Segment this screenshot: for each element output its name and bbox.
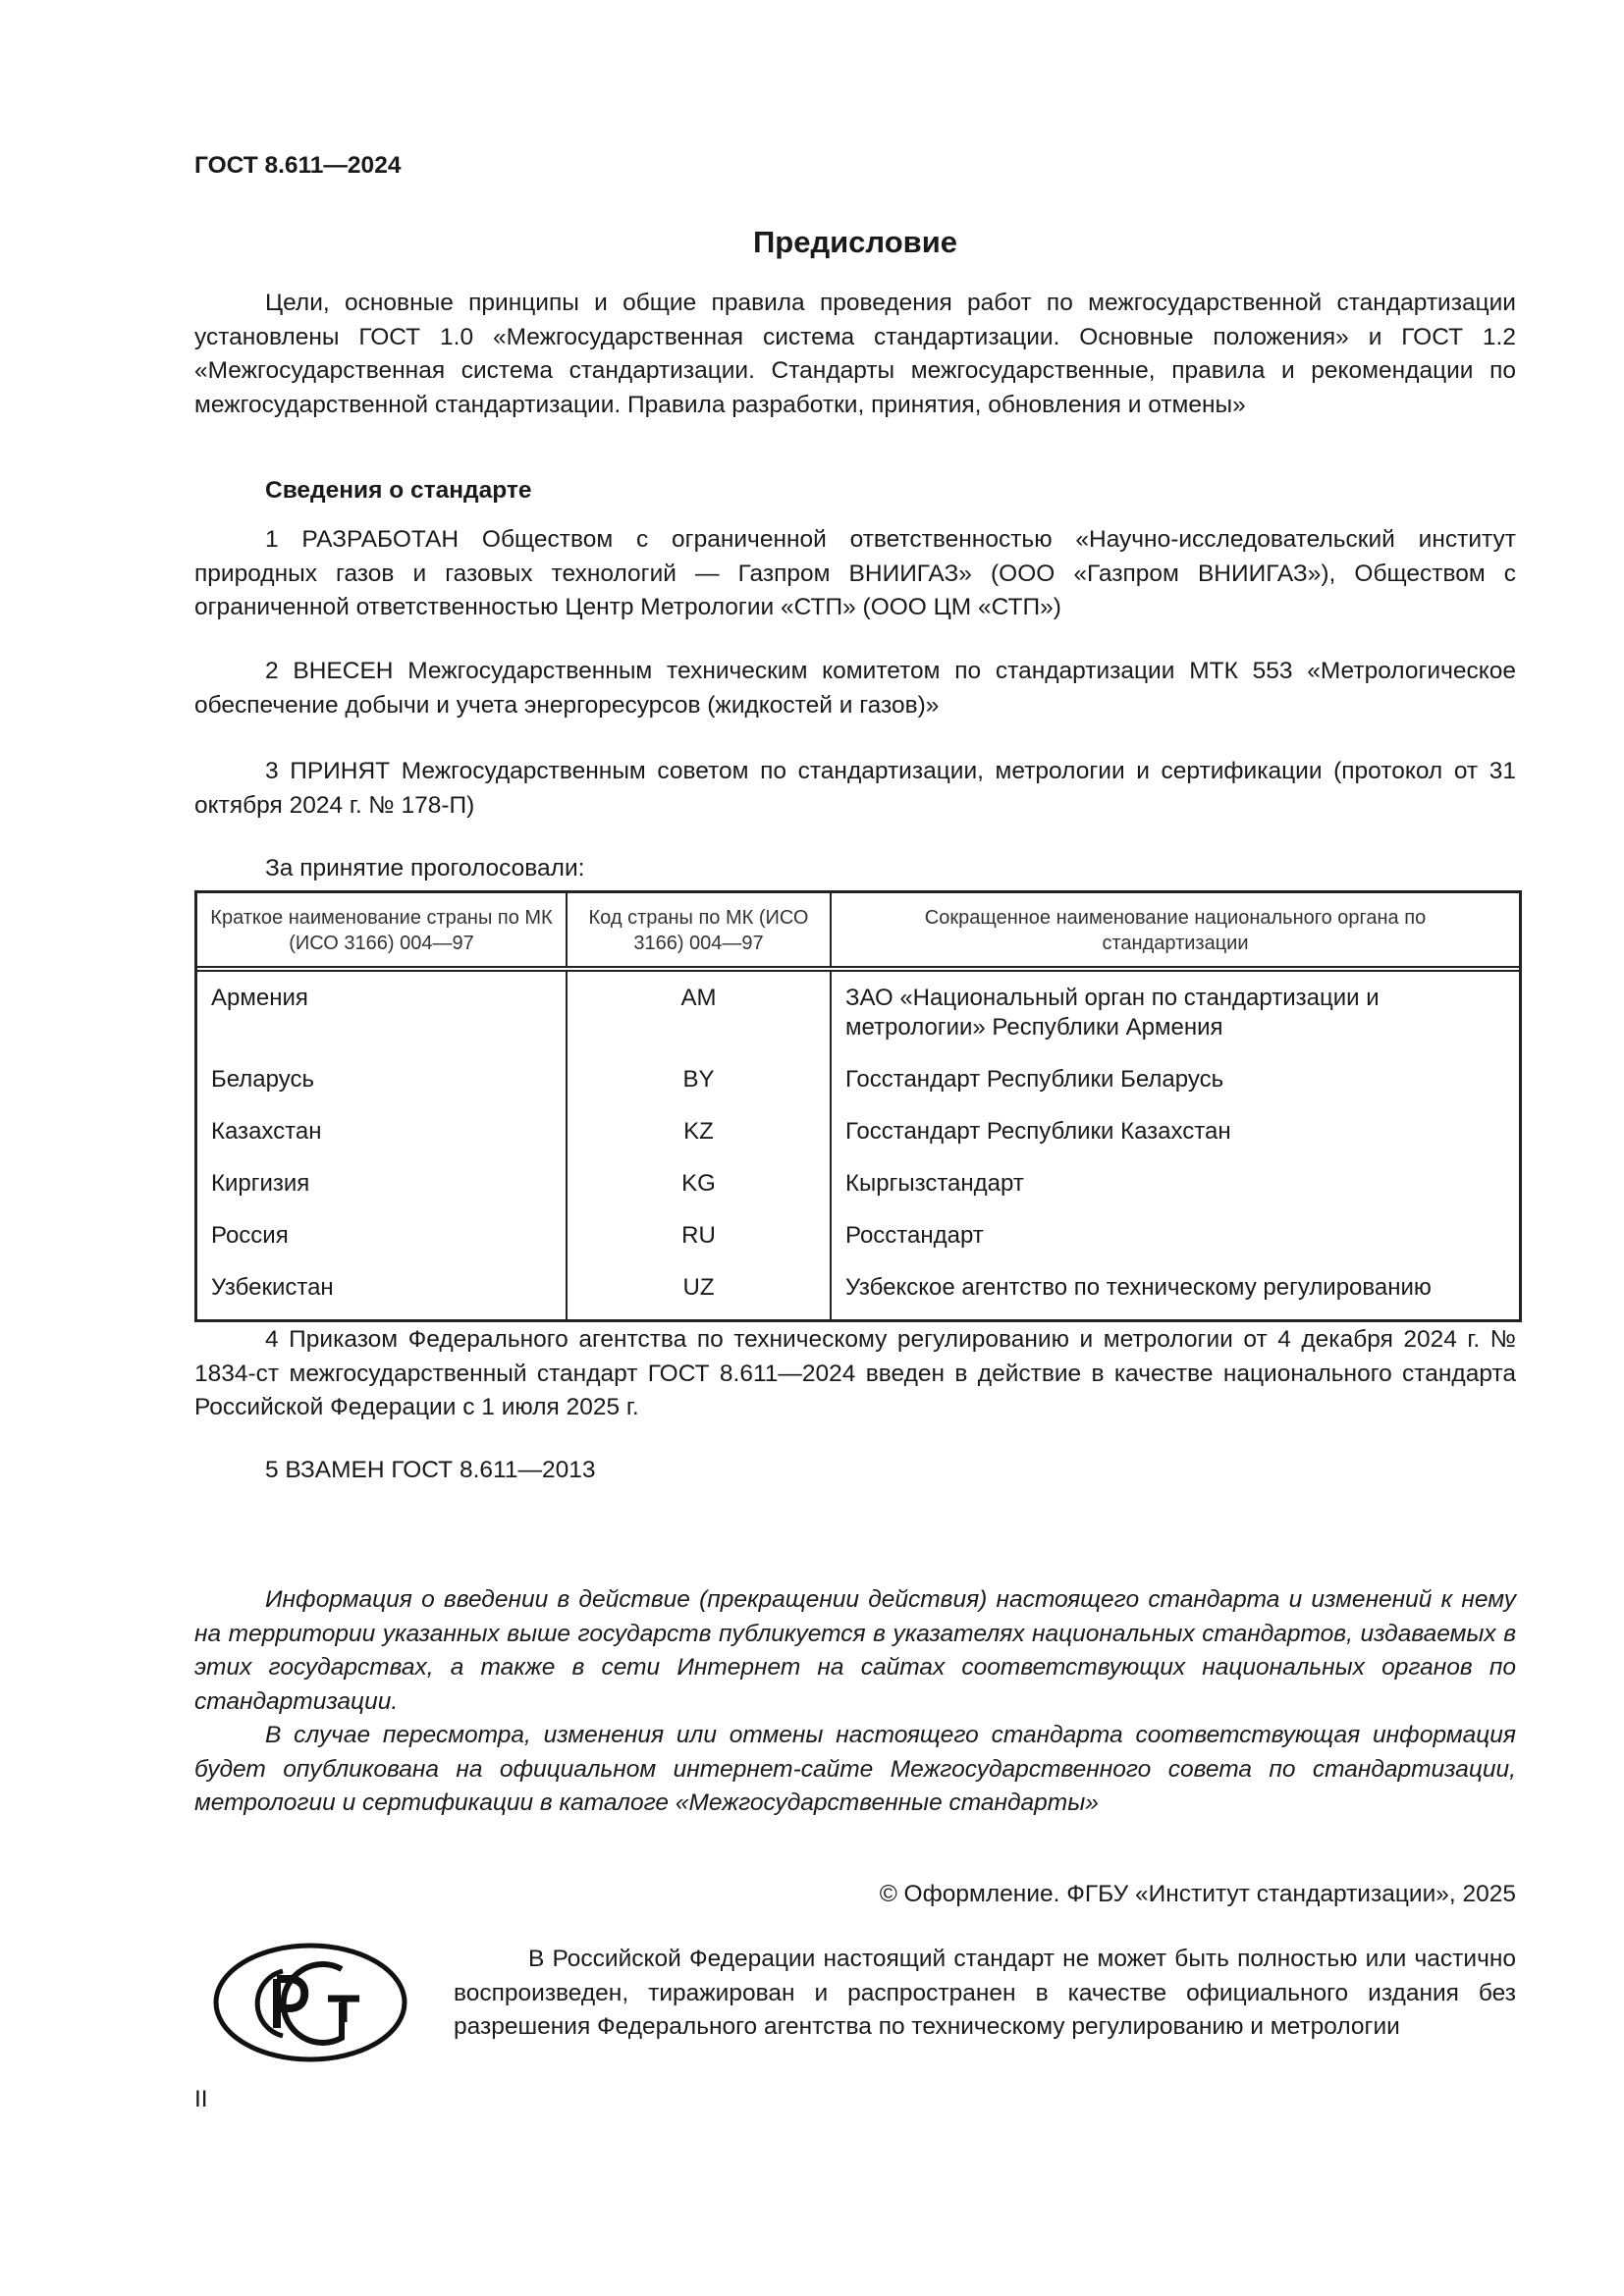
country-code: BY: [567, 1059, 831, 1111]
item-4: 4 Приказом Федерального агентства по техническому регулированию и метрологии от 4 декабря 2024 г. № 1834-ст межгосударственный стандарт ГОСТ 8.611—2024 введен в действие в качестве национального стандарта Российской Федерации с 1 июля 2025 г.: [194, 1326, 1516, 1420]
notice-paragraph: В случае пересмотра, изменения или отмены настоящего стандарта соответствующая информация будет опубликована на официальном интернет-сайте Межгосударственного совета по стандартизации, метрологии и сертификации в каталоге «Межгосударственные стандарты»: [194, 1722, 1516, 1816]
country-name: Казахстан: [197, 1111, 567, 1163]
table-row: [197, 1111, 1519, 1163]
intro-paragraph: Цели, основные принципы и общие правила проведения работ по межгосударственной стандартизации установлены ГОСТ 1.0 «Межгосударственная система стандартизации. Основные положения» и ГОСТ 1.2 «Межгосударственная система стандартизации. Стандарты межгосударственные, правила и рекомендации по межгосударственной стандартизации. Правила разработки, принятия, обновления и отмены»: [194, 290, 1516, 418]
item-5: 5 ВЗАМЕН ГОСТ 8.611—2013: [265, 1457, 596, 1483]
national-body: Госстандарт Республики Беларусь: [845, 1066, 1224, 1093]
table-row: [197, 1267, 1519, 1319]
country-name: Беларусь: [197, 1059, 567, 1111]
column-header-body: Сокращенное наименование национального органа по стандартизации: [831, 893, 1519, 969]
national-body: Узбекское агентство по техническому регулированию: [845, 1274, 1432, 1301]
document-id: ГОСТ 8.611—2024: [194, 152, 402, 179]
national-body: Кыргызстандарт: [845, 1170, 1024, 1197]
vote-label: За принятие проголосовали:: [265, 855, 585, 881]
column-header-country: Краткое наименование страны по МК (ИСО 3166) 004—97: [197, 893, 567, 969]
item-1: 1 РАЗРАБОТАН Обществом с ограниченной ответственностью «Научно-исследовательский институт природных газов и газовых технологий — Газпром ВНИИГАЗ» (ООО «Газпром ВНИИГАЗ»), Обществом с ограниченной ответственностью Центр Метрологии «СТП» (ООО ЦМ «СТП»): [194, 526, 1516, 620]
rights-notice: В Российской Федерации настоящий стандарт не может быть полностью или частично воспроизведен, тиражирован и распространен в качестве официального издания без разрешения Федерального агентства по техническому регулированию и метрологии: [454, 1946, 1516, 2040]
country-code: KG: [567, 1163, 831, 1215]
country-name: Киргизия: [197, 1163, 567, 1215]
table-row: [197, 1059, 1519, 1111]
notice-paragraph: Информация о введении в действие (прекращении действия) настоящего стандарта и изменений к нему на территории указанных выше государств публикуется в указателях национальных стандартов, издаваемых в этих государствах, а также в сети Интернет на сайтах соответствующих национальных органов по стандартизации.: [194, 1586, 1516, 1715]
national-body: ЗАО «Национальный орган по стандартизации и метрологии» Республики Армения: [845, 985, 1380, 1041]
table-row: [197, 1163, 1519, 1215]
country-name: Узбекистан: [197, 1267, 567, 1319]
notice-block: [194, 1583, 1516, 1821]
national-body: Росстандарт: [845, 1222, 984, 1249]
rst-logo-icon: [212, 1942, 408, 2063]
table-row: [197, 1215, 1519, 1267]
section-heading: Сведения о стандарте: [265, 477, 532, 504]
country-code: UZ: [567, 1267, 831, 1319]
country-name: Армения: [197, 969, 567, 1059]
page-title: Предисловие: [752, 225, 957, 259]
column-header-code: Код страны по МК (ИСО 3166) 004—97: [567, 893, 831, 969]
country-code: AM: [567, 969, 831, 1059]
page-number: II: [194, 2086, 208, 2112]
country-code: RU: [567, 1215, 831, 1267]
item-2: 2 ВНЕСЕН Межгосударственным техническим комитетом по стандартизации МТК 553 «Метрологическое обеспечение добычи и учета энергоресурсов (жидкостей и газов)»: [194, 658, 1516, 719]
voting-table: [194, 890, 1522, 1322]
country-code: KZ: [567, 1111, 831, 1163]
item-3: 3 ПРИНЯТ Межгосударственным советом по стандартизации, метрологии и сертификации (протокол от 31 октября 2024 г. № 178-П): [194, 758, 1516, 819]
copyright: © Оформление. ФГБУ «Институт стандартизации», 2025: [879, 1881, 1516, 1907]
country-name: Россия: [197, 1215, 567, 1267]
national-body: Госстандарт Республики Казахстан: [845, 1118, 1231, 1145]
table-row: [197, 969, 1519, 1059]
